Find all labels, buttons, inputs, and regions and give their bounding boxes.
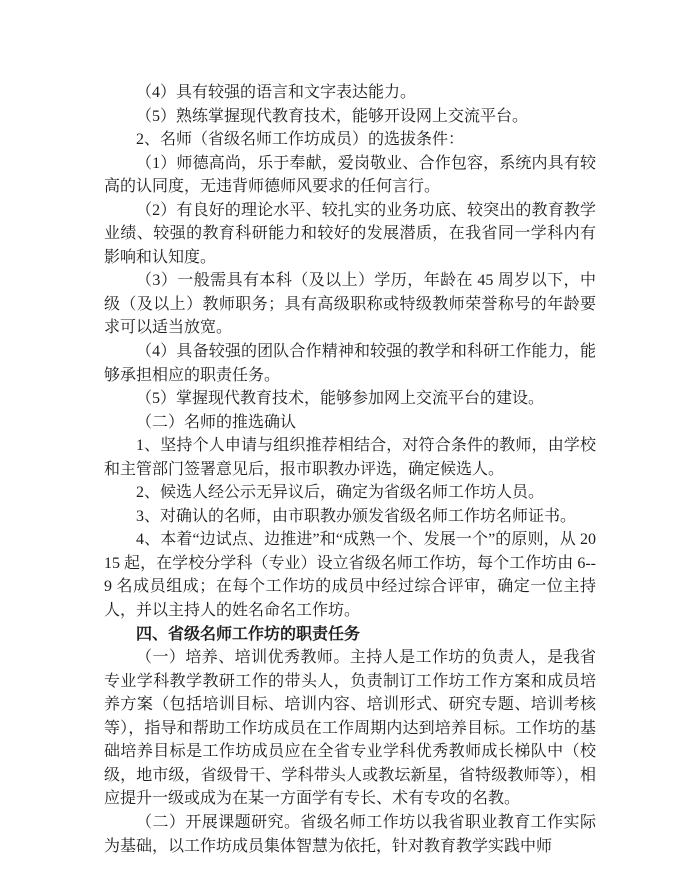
paragraph: （1）师德高尚，乐于奉献，爱岗敬业、合作包容，系统内具有较高的认同度，无违背师德师风要求的任何言行。: [104, 154, 596, 196]
paragraph: 2、名师（省级名师工作坊成员）的选拔条件：: [136, 131, 465, 149]
paragraph: 2、候选人经公示无异议后，确定为省级名师工作坊人员。: [136, 484, 545, 502]
document-body: [104, 81, 596, 858]
paragraph: 3、对确认的名师，由市职教办颁发省级名师工作坊名师证书。: [136, 507, 577, 525]
paragraph: （一）培养、培训优秀教师。主持人是工作坊的负责人，是我省专业学科教学教研工作的带头人，负责制订工作坊工作方案和成员培养方案（包括培训目标、培训内容、培训形式、研究专题、培训考核等），指导和帮助工作坊成员在工作周期内达到培养目标。工作坊的基础培养目标是工作坊成员应在全省专业学科优秀教师成长梯队中（校级，地市级，省级骨干、学科带头人或教坛新星，省特级教师等），相应提升一级或成为在某一方面学有专长、术有专攻的名教。: [104, 649, 596, 808]
paragraph: （5）掌握现代教育技术，能够参加网上交流平台的建设。: [136, 390, 545, 408]
paragraph: （2）有良好的理论水平、较扎实的业务功底、较突出的教育教学业绩、较强的教育科研能力和较好的发展潜质，在我省同一学科内有影响和认知度。: [104, 201, 596, 266]
paragraph: （二）开展课题研究。省级名师工作坊以我省职业教育工作实际为基础，以工作坊成员集体智慧为依托，针对教育教学实践中师: [104, 813, 596, 855]
paragraph: 4、本着“边试点、边推进”和“成熟一个、发展一个”的原则，从 2015 起，在学校分学科（专业）设立省级名师工作坊，每个工作坊由 6--9 名成员组成；在每个工作坊的成员中经过综合评审，确定一位主持人，并以主持人的姓名命名工作坊。: [104, 531, 596, 620]
paragraph: （4）具备较强的团队合作精神和较强的教学和科研工作能力，能够承担相应的职责任务。: [104, 343, 596, 384]
section-heading: 四、省级名师工作坊的职责任务: [136, 625, 361, 643]
paragraph: （5）熟练掌握现代教育技术，能够开设网上交流平台。: [136, 107, 529, 125]
paragraph: （二）名师的推选确认: [136, 413, 297, 431]
paragraph: （4）具有较强的语言和文字表达能力。: [136, 84, 417, 101]
paragraph: （3）一般需具有本科（及以上）学历，年龄在 45 周岁以下，中级（及以上）教师职务；具有高级职称或特级教师荣誉称号的年龄要求可以适当放宽。: [104, 272, 596, 337]
paragraph: 1、坚持个人申请与组织推荐相结合，对符合条件的教师，由学校和主管部门签署意见后，报市职教办评选，确定候选人。: [104, 437, 596, 478]
